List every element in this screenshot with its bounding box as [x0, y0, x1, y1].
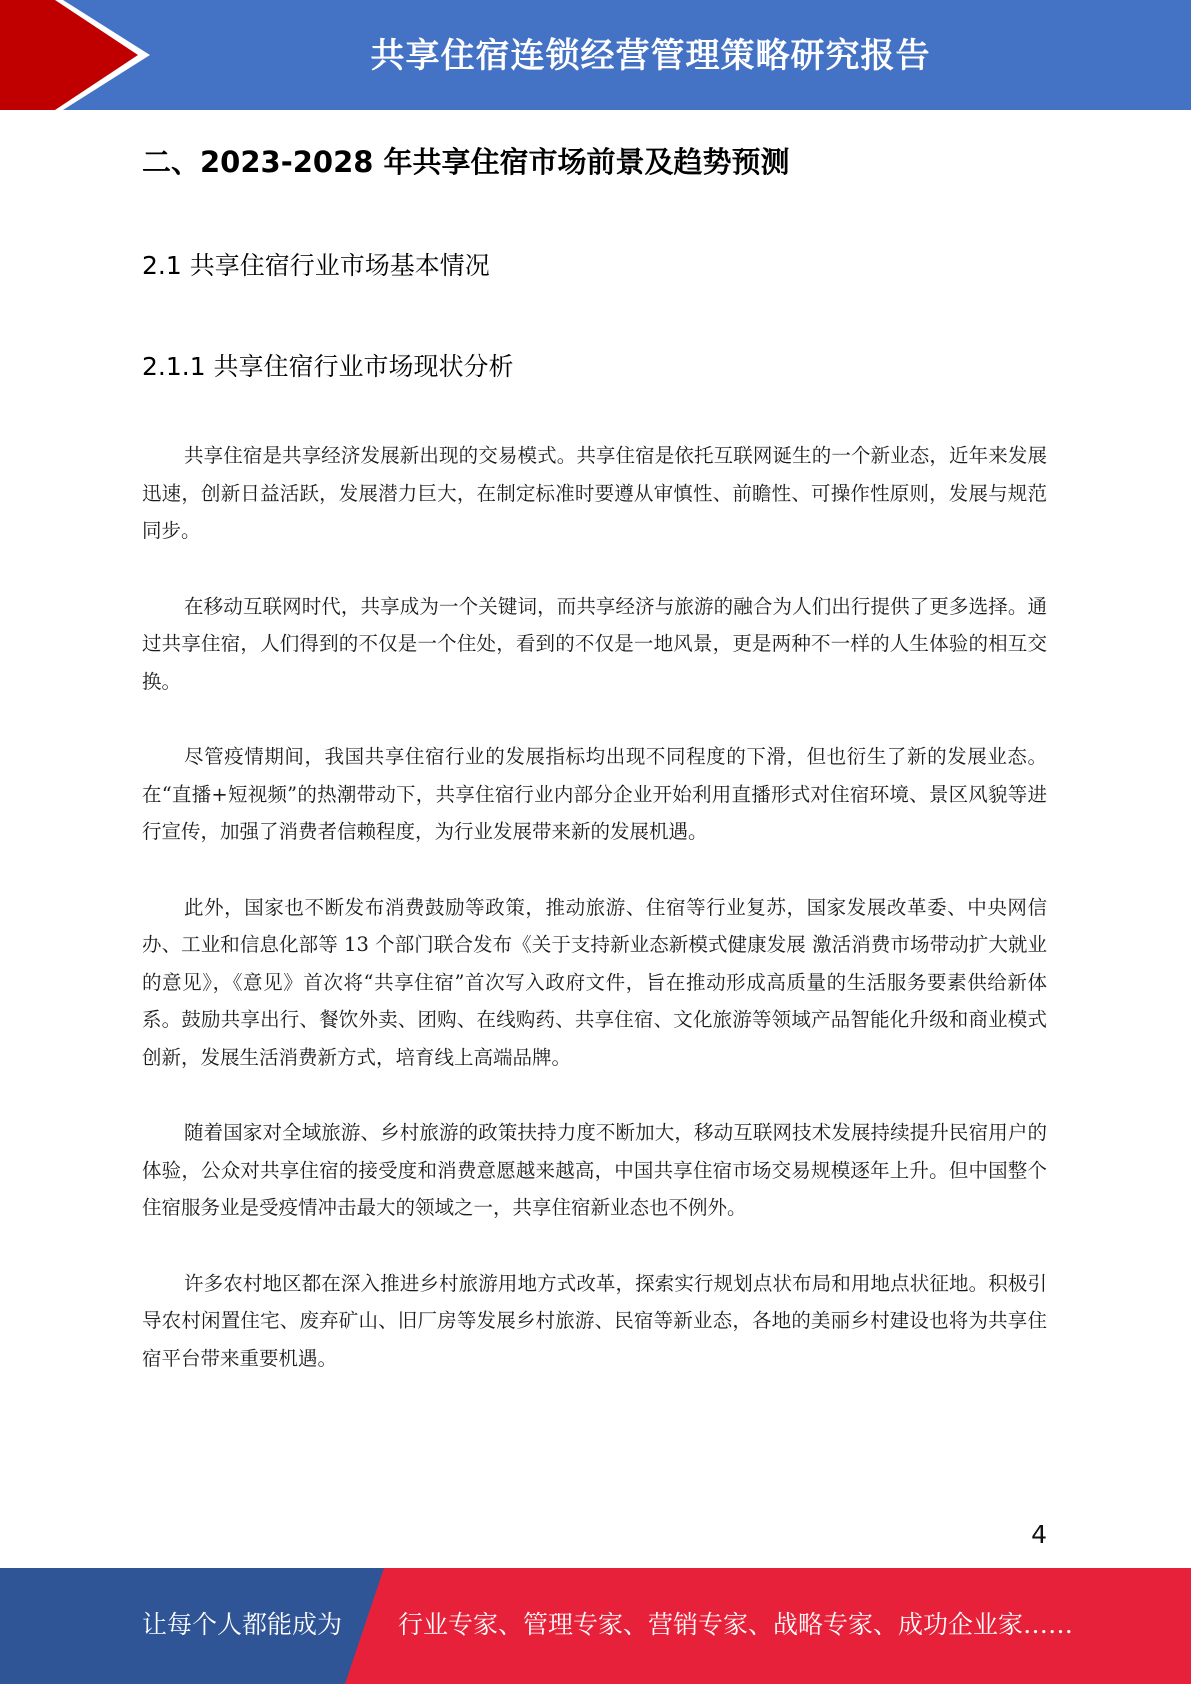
chapter-heading: 二、2023-2028 年共享住宿市场前景及趋势预测	[142, 145, 790, 179]
paragraph: 共享住宿是共享经济发展新出现的交易模式。共享住宿是依托互联网诞生的一个新业态，近年来发展迅速，创新日益活跃，发展潜力巨大，在制定标准时要遵从审慎性、前瞻性、可操作性原则，发展与规范同步。	[142, 444, 1047, 542]
header-arrow-decoration	[0, 0, 150, 110]
page-number: 4	[1031, 1520, 1047, 1549]
paragraph: 随着国家对全域旅游、乡村旅游的政策扶持力度不断加大，移动互联网技术发展持续提升民宿用户的体验，公众对共享住宿的接受度和消费意愿越来越高，中国共享住宿市场交易规模逐年上升。但中国整个住宿服务业是受疫情冲击最大的领域之一，共享住宿新业态也不例外。	[142, 1121, 1047, 1219]
paragraph: 在移动互联网时代，共享成为一个关键词，而共享经济与旅游的融合为人们出行提供了更多选择。通过共享住宿，人们得到的不仅是一个住处，看到的不仅是一地风景，更是两种不一样的人生体验的相互交换。	[142, 594, 1047, 693]
paragraph: 许多农村地区都在深入推进乡村旅游用地方式改革，探索实行规划点状布局和用地点状征地。积极引导农村闲置住宅、废弃矿山、旧厂房等发展乡村旅游、民宿等新业态，各地的美丽乡村建设也将为共享住宿平台带来重要机遇。	[142, 1271, 1047, 1370]
body-text	[142, 437, 1047, 1415]
footer-slogan-left: 让每个人都能成为	[142, 1610, 343, 1639]
paragraph: 此外，国家也不断发布消费鼓励等政策，推动旅游、住宿等行业复苏，国家发展改革委、中央网信办、工业和信息化部等 13 个部门联合发布《关于支持新业态新模式健康发展 激活消费市场带动扩大就业的意见》，《意见》首次将“共享住宿”首次写入政府文件，旨在推动形成高质量的生活服务要素供给新体系。鼓励共享出行、餐饮外卖、团购、在线购药、共享住宿、文化旅游等领域产品智能化升级和商业模式创新，发展生活消费新方式，培育线上高端品牌。	[142, 895, 1047, 1069]
paragraph: 尽管疫情期间，我国共享住宿行业的发展指标均出现不同程度的下滑，但也衍生了新的发展业态。在“直播+短视频”的热潮带动下，共享住宿行业内部分企业开始利用直播形式对住宿环境、景区风貌等进行宣传，加强了消费者信赖程度，为行业发展带来新的发展机遇。	[142, 745, 1047, 843]
section-heading: 2.1 共享住宿行业市场基本情况	[142, 251, 490, 280]
report-title: 共享住宿连锁经营管理策略研究报告	[370, 36, 931, 76]
footer-band	[0, 1568, 1191, 1684]
header-band	[0, 0, 1191, 110]
subsection-heading: 2.1.1 共享住宿行业市场现状分析	[142, 352, 514, 381]
footer-slogan-right: 行业专家、管理专家、营销专家、战略专家、成功企业家……	[398, 1610, 1074, 1639]
